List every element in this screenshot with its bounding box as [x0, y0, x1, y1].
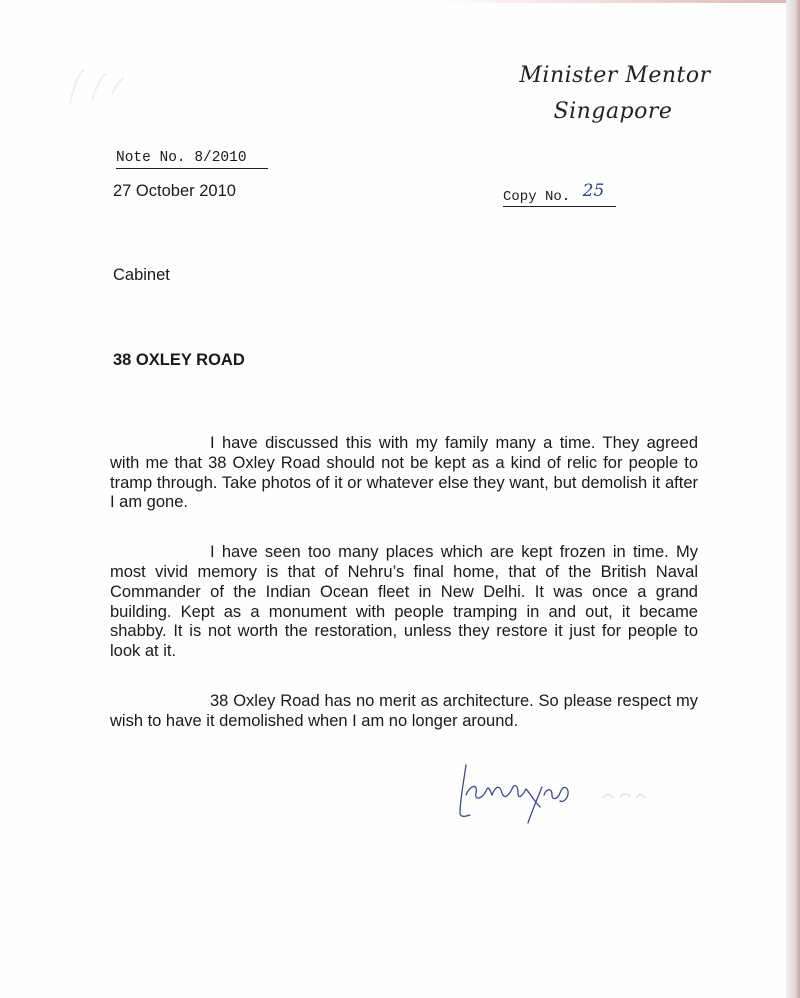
document-date: 27 October 2010	[113, 182, 236, 200]
addressee: Cabinet	[113, 266, 170, 284]
letter-body	[110, 434, 698, 762]
paragraph: I have discussed this with my family many a time. They agreed with me that 38 Oxley Road should not be kept as a kind of relic for people to tramp through. Take photos of it or whatever else they want, but demolish it after I am gone.	[110, 434, 698, 512]
handwritten-signature	[452, 755, 602, 835]
page-top-edge	[440, 0, 800, 3]
letterhead-country: Singapore	[553, 99, 673, 124]
page-right-edge	[786, 0, 800, 998]
note-number: Note No. 8/2010	[116, 150, 268, 169]
letterhead-title: Minister Mentor	[519, 63, 711, 88]
copy-value: 25	[582, 181, 605, 201]
subject-heading: 38 OXLEY ROAD	[113, 351, 245, 369]
letterhead	[500, 58, 720, 130]
copy-number	[503, 181, 616, 207]
paragraph: I have seen too many places which are kept frozen in time. My most vivid memory is that of Nehru’s final home, that of the British Naval Commander of the Indian Ocean fleet in New Delhi. It was once a grand building. Kept as a monument with people tramping in and out, it became shabby. It is not worth the restoration, unless they restore it just for people to look at it.	[110, 543, 698, 661]
copy-label: Copy No.	[503, 189, 571, 205]
faint-signature-suffix	[600, 788, 650, 802]
paragraph: 38 Oxley Road has no merit as architecture. So please respect my wish to have it demolished when I am no longer around.	[110, 691, 698, 730]
faint-mark	[62, 64, 132, 110]
